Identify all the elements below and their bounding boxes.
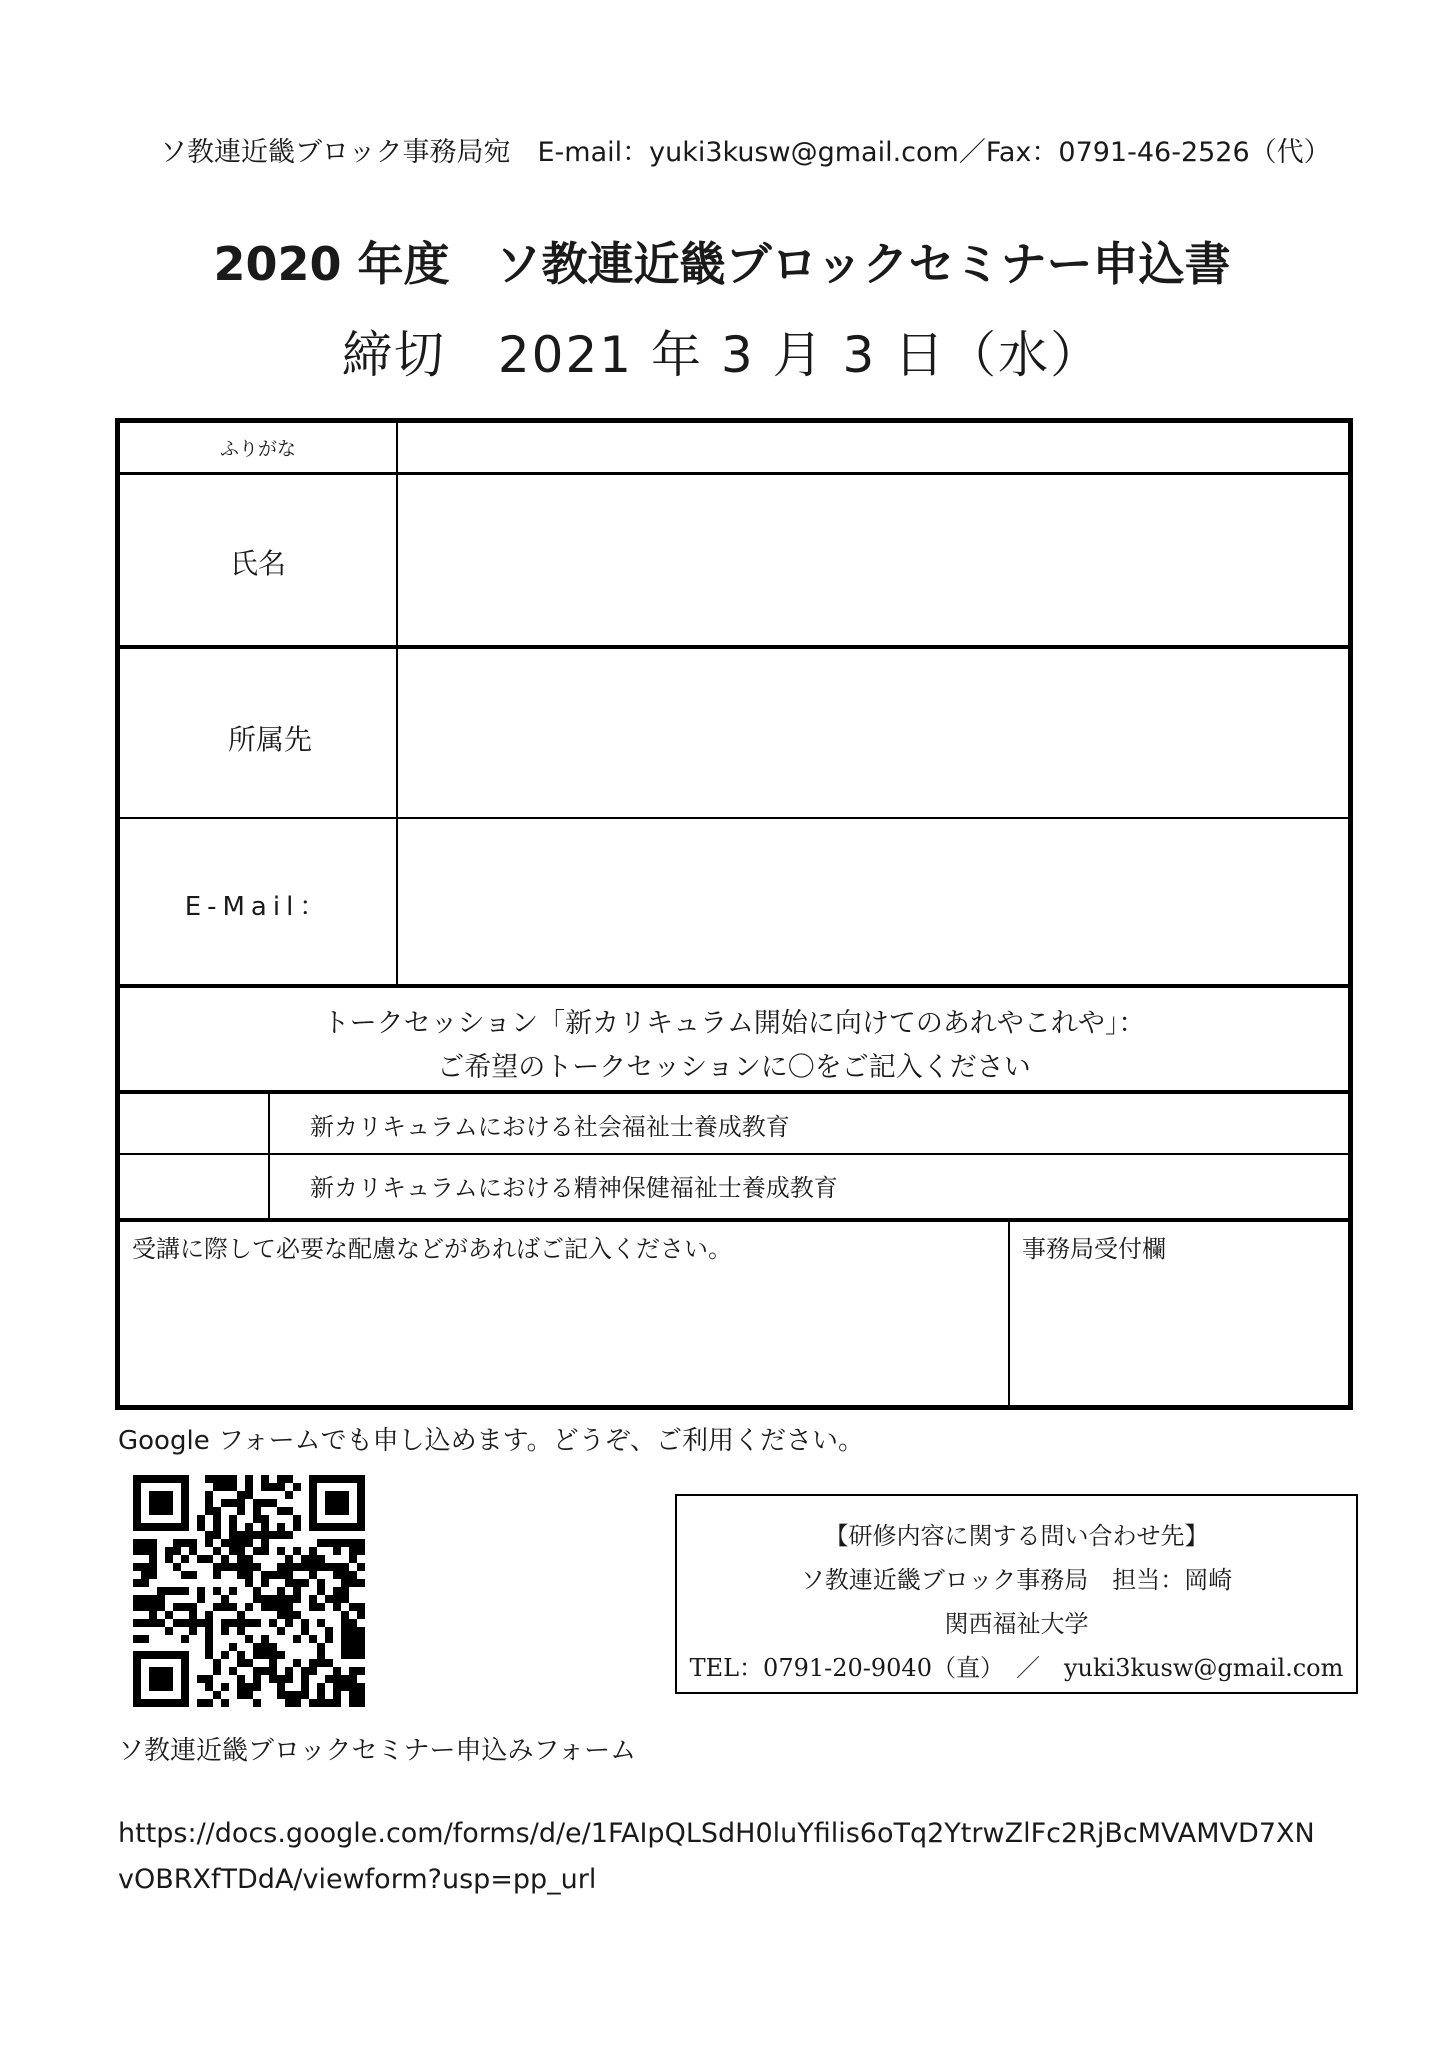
session-option-1-mark[interactable] — [120, 1094, 268, 1153]
session-instruction: ご希望のトークセッションに〇をご記入ください — [437, 1052, 1031, 1083]
contact-office: ソ教連近畿ブロック事務局 担当：岡崎 — [800, 1566, 1233, 1594]
affiliation-label: 所属先 — [227, 723, 312, 756]
contact-heading: 【研修内容に関する問い合わせ先】 — [824, 1522, 1209, 1550]
furigana-field[interactable] — [400, 423, 1348, 472]
divider — [120, 1153, 1348, 1155]
inquiry-contact-box — [675, 1494, 1358, 1694]
divider — [120, 1090, 1348, 1094]
header-contact-line: ソ教連近畿ブロック事務局宛 E-mail：yuki3kusw@gmail.com／Fax：0791-46-2526（代） — [160, 137, 1331, 168]
session-option-2-mark[interactable] — [120, 1155, 268, 1218]
page-title: 2020 年度 ソ教連近畿ブロックセミナー申込書 — [213, 237, 1231, 291]
divider — [1008, 1220, 1010, 1408]
google-form-note: Google フォームでも申し込めます。どうぞ、ご利用ください。 — [118, 1426, 865, 1456]
divider — [396, 423, 398, 986]
divider — [120, 984, 1348, 988]
email-label: E-Mail： — [184, 892, 332, 922]
name-label: 氏名 — [229, 547, 286, 580]
qr-code[interactable] — [133, 1475, 365, 1707]
notes-field[interactable] — [120, 1263, 1008, 1408]
furigana-label: ふりがな — [219, 438, 296, 460]
session-option-1: 新カリキュラムにおける社会福祉士養成教育 — [310, 1113, 790, 1141]
affiliation-field[interactable] — [400, 649, 1348, 817]
form-url-line-2[interactable]: vOBRXfTDdA/viewform?usp=pp_url — [118, 1864, 597, 1895]
divider — [268, 1092, 270, 1220]
notes-label: 受講に際して必要な配慮などがあればご記入ください。 — [132, 1235, 732, 1263]
qr-caption: ソ教連近畿ブロックセミナー申込みフォーム — [118, 1736, 637, 1766]
contact-tel-email: TEL：0791-20-9040（直） ／ yuki3kusw@gmail.com — [689, 1654, 1344, 1682]
session-option-2: 新カリキュラムにおける精神保健福祉士養成教育 — [310, 1174, 838, 1202]
email-field[interactable] — [400, 819, 1348, 984]
office-use-label: 事務局受付欄 — [1022, 1235, 1166, 1263]
contact-university: 関西福祉大学 — [944, 1610, 1089, 1638]
divider — [120, 1218, 1348, 1222]
application-form — [115, 418, 1353, 1410]
name-field[interactable] — [400, 475, 1348, 645]
session-heading: トークセッション「新カリキュラム開始に向けてのあれやこれや」： — [322, 1008, 1146, 1039]
deadline: 締切 2021 年 3 月 3 日（水） — [341, 326, 1103, 384]
form-url-line-1[interactable]: https://docs.google.com/forms/d/e/1FAIpQLSdH0luYfilis6oTq2YtrwZlFc2RjBcMVAMVD7XN — [118, 1818, 1315, 1849]
